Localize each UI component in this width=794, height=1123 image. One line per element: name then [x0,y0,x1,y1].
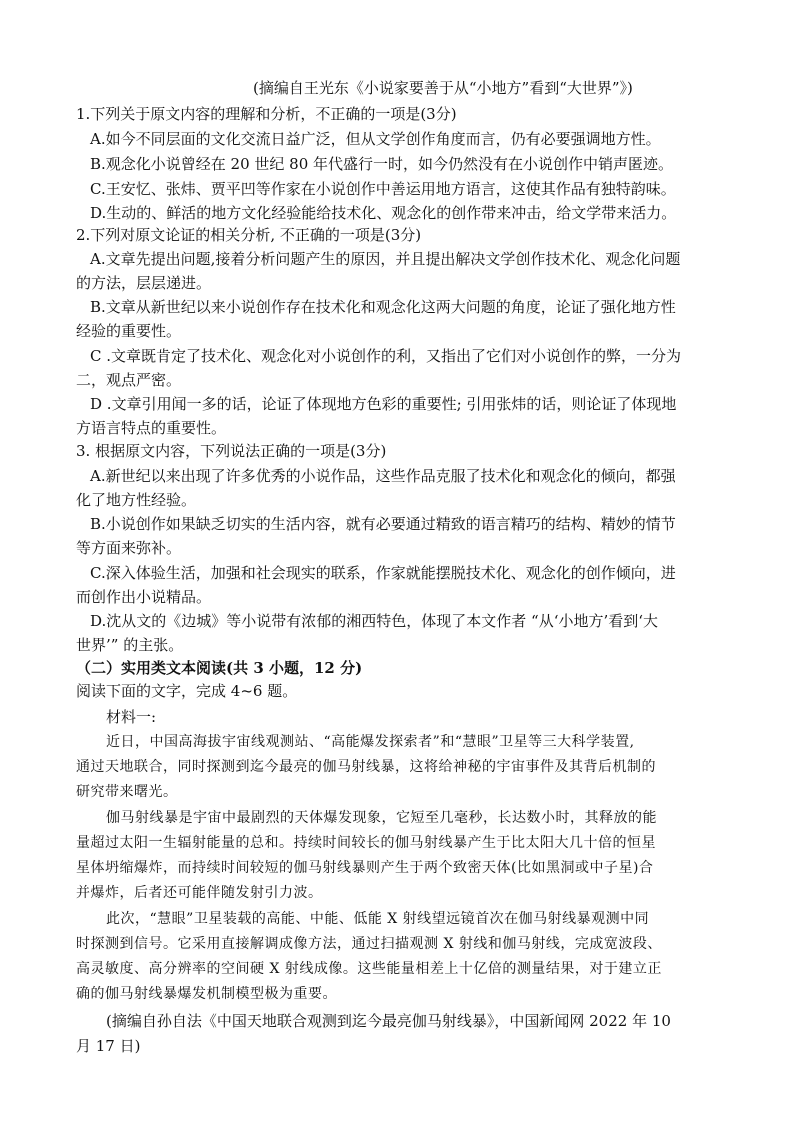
question-3-option-a: A.新世纪以来出现了许多优秀的小说作品，这些作品克服了技术化和观念化的倾向，都强 [90,467,676,485]
question-1-stem: 1.下列关于原文内容的理解和分析，不正确的一项是(3分) [76,105,457,123]
question-1-option-b: B.观念化小说曾经在 20 世纪 80 年代盛行一时，如今仍然没有在小说创作中销声匿迹。 [90,155,674,173]
material-1-p1-line2: 通过天地联合，同时探测到迄今最亮的伽马射线暴，这将给神秘的宇宙事件及其背后机制的 [76,759,656,775]
material-1-p3-line1: 此次，“慧眼”卫星装载的高能、中能、低能 X 射线望远镜首次在伽马射线暴观测中同 [106,911,650,927]
material-1-source: (摘编自孙自法《中国天地联合观测到迄今最亮伽马射线暴》，中国新闻网 2022 年 10 [106,1012,671,1030]
question-3-option-d-cont: 世界’” 的主张。 [76,636,184,654]
question-2-option-a: A.文章先提出问题,接着分析问题产生的原因，并且提出解决文学创作技术化、观念化问题 [90,250,681,268]
question-1-option-d: D.生动的、鲜活的地方文化经验能给技术化、观念化的创作带来冲击，给文学带来活力。 [90,204,677,222]
material-1-p2-line1: 伽马射线暴是宇宙中最剧烈的天体爆发现象，它短至几毫秒，长达数小时，其释放的能 [106,810,657,826]
question-1-option-a: A.如今不同层面的文化交流日益广泛，但从文学创作角度而言，仍有必要强调地方性。 [90,130,661,148]
question-2-stem: 2.下列对原文论证的相关分析, 不正确的一项是(3分) [76,226,422,244]
material-1-p3-line4: 确的伽马射线暴爆发机制模型极为重要。 [76,986,337,1002]
question-3-option-b: B.小说创作如果缺乏切实的生活内容，就有必要通过精致的语言精巧的结构、精妙的情节 [90,515,676,533]
question-2-option-c: C .文章既肯定了技术化、观念化对小说创作的利，又指出了它们对小说创作的弊，一分为 [90,347,682,365]
question-3-option-d: D.沈从文的《边城》等小说带有浓郁的湘西特色，体现了本文作者 “从‘小地方’看到‘大 [90,612,659,630]
question-3-option-b-cont: 等方面来弥补。 [76,539,182,557]
material-1-p3-line3: 高灵敏度、高分辨率的空间硬 X 射线成像。这些能量相差上十亿倍的测量结果，对于建立正 [76,961,662,977]
material-1-p2-line3: 星体坍缩爆炸，而持续时间较短的伽马射线暴则产生于两个致密天体(比如黑洞或中子星)合 [76,860,654,876]
question-2-option-d: D .文章引用闻一多的话，论证了体现地方色彩的重要性; 引用张炜的话，则论证了体现地 [90,395,677,413]
source-citation: (摘编自王光东《小说家要善于从“小地方”看到“大世界”》) [253,79,633,97]
question-2-option-d-cont: 方语言特点的重要性。 [76,419,227,437]
material-1-p2-line2: 量超过太阳一生辐射能量的总和。持续时间较长的伽马射线暴产生于比太阳大几十倍的恒星 [76,835,656,851]
question-3-stem: 3. 根据原文内容，下列说法正确的一项是(3分) [76,442,387,460]
material-1-p1-line3: 研究带来曙光。 [76,784,178,800]
material-1-p2-line4: 并爆炸，后者还可能伴随发射引力波。 [76,885,323,901]
material-1-p3-line2: 时探测到信号。它采用直接解调成像方法，通过扫描观测 X 射线和伽马射线，完成宽波段、 [76,936,662,952]
section-2-instruction: 阅读下面的文字，完成 4~6 题。 [76,682,298,700]
question-2-option-c-cont: 二，观点严密。 [76,371,182,389]
question-3-option-a-cont: 化了地方性经验。 [76,491,197,509]
question-2-option-b-cont: 经验的重要性。 [76,322,182,340]
question-2-option-a-cont: 的方法，层层递进。 [76,274,212,292]
material-1-label: 材料一: [106,708,157,726]
question-3-option-c: C.深入体验生活，加强和社会现实的联系，作家就能摆脱技术化、观念化的创作倾向，进 [90,564,676,582]
section-2-title: （二）实用类文本阅读(共 3 小题，12 分) [76,659,363,677]
question-2-option-b: B.文章从新世纪以来小说创作存在技术化和观念化这两大问题的角度，论证了强化地方性 [90,298,676,316]
question-1-option-c: C.王安忆、张炜、贾平凹等作家在小说创作中善运用地方语言，这使其作品有独特韵味。 [90,180,676,198]
question-3-option-c-cont: 而创作出小说精品。 [76,588,212,606]
material-1-source-cont: 月 17 日) [76,1037,141,1055]
material-1-p1-line1: 近日，中国高海拔宇宙线观测站、“高能爆发探索者”和“慧眼”卫星等三大科学装置, [106,734,635,750]
